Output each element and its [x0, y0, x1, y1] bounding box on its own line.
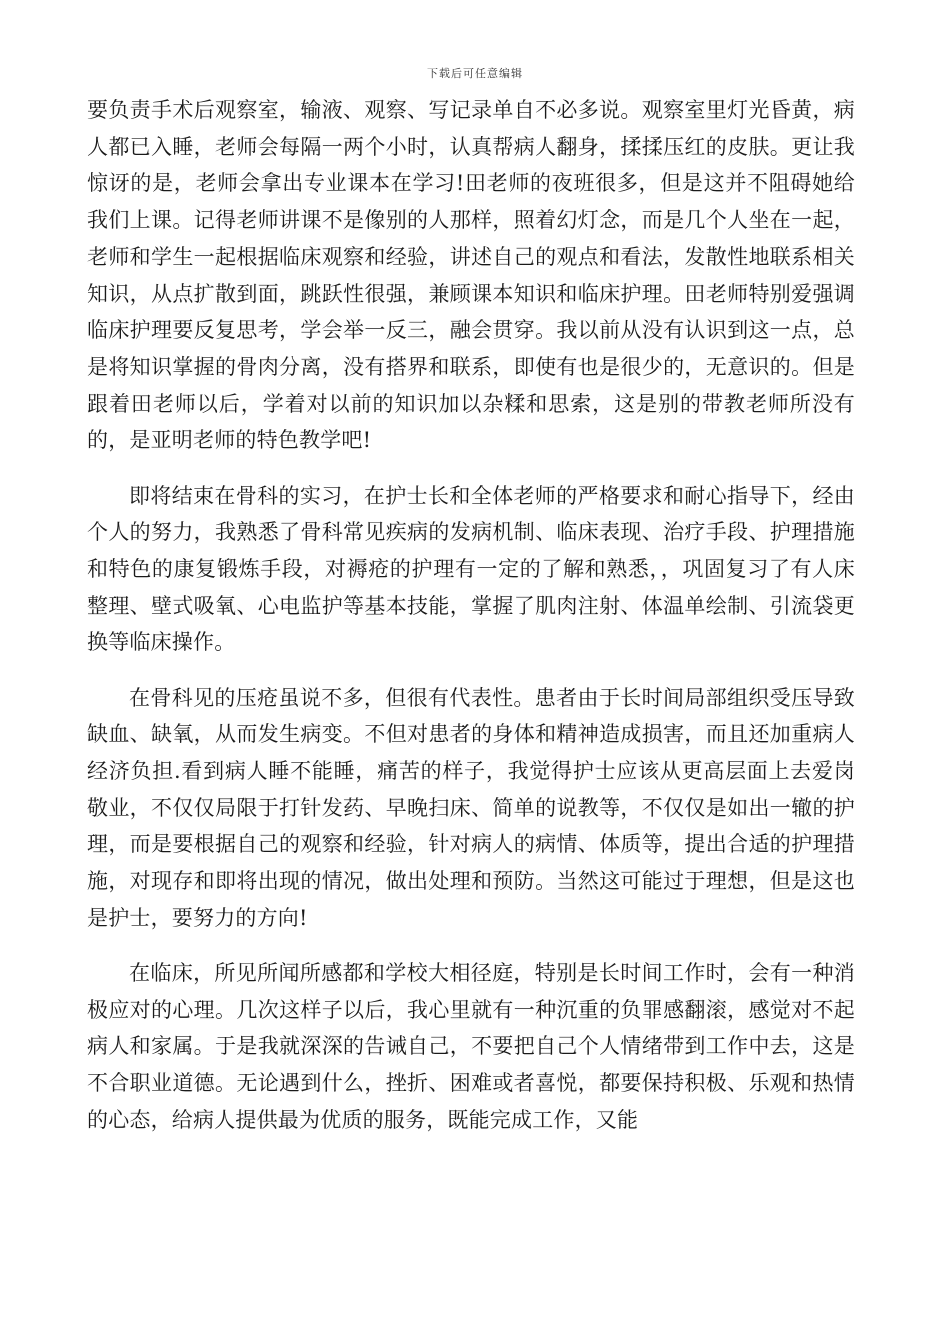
paragraph: 要负责手术后观察室，输液、观察、写记录单自不必多说。观察室里灯光昏黄，病人都已入睡，老师会每隔一两个小时，认真帮病人翻身，揉揉压红的皮肤。更让我惊讶的是，老师会拿出专业课本在学习!田老师的夜班很多，但是这并不阻碍她给我们上课。记得老师讲课不是像别的人那样，照着幻灯念，而是几个人坐在一起，老师和学生一起根据临床观察和经验，讲述自己的观点和看法，发散性地联系相关知识，从点扩散到面，跳跃性很强，兼顾课本知识和临床护理。田老师特别爱强调临床护理要反复思考，学会举一反三，融会贯穿。我以前从没有认识到这一点，总是将知识掌握的骨肉分离，没有搭界和联系，即使有也是很少的，无意识的。但是跟着田老师以后，学着对以前的知识加以杂糅和思索，这是别的带教老师所没有的，是亚明老师的特色教学吧!: [87, 98, 855, 453]
paragraph: 在临床，所见所闻所感都和学校大相径庭，特别是长时间工作时，会有一种消极应对的心理。几次这样子以后，我心里就有一种沉重的负罪感翻滚，感觉对不起病人和家属。于是我就深深的告诫自己，不要把自己个人情绪带到工作中去，这是不合职业道德。无论遇到什么，挫折、困难或者喜悦，都要保持积极、乐观和热情的心态，给病人提供最为优质的服务，既能完成工作，又能: [87, 960, 855, 1132]
document-body: [87, 92, 855, 1138]
paragraph: 即将结束在骨科的实习，在护士长和全体老师的严格要求和耐心指导下，经由个人的努力，我熟悉了骨科常见疾病的发病机制、临床表现、治疗手段、护理措施和特色的康复锻炼手段，对褥疮的护理有一定的了解和熟悉，，巩固复习了有人床整理、壁式吸氧、心电监护等基本技能，掌握了肌肉注射、体温单绘制、引流袋更换等临床操作。: [87, 483, 855, 655]
paragraph: 在骨科见的压疮虽说不多，但很有代表性。患者由于长时间局部组织受压导致缺血、缺氧，从而发生病变。不但对患者的身体和精神造成损害，而且还加重病人经济负担.看到病人睡不能睡，痛苦的样子，我觉得护士应该从更高层面上去爱岗敬业，不仅仅局限于打针发药、早晚扫床、简单的说教等，不仅仅是如出一辙的护理，而是要根据自己的观察和经验，针对病人的病情、体质等，提出合适的护理措施，对现存和即将出现的情况，做出处理和预防。当然这可能过于理想，但是这也是护士，要努力的方向!: [87, 685, 855, 930]
page-header: 下载后可任意编辑: [427, 67, 523, 80]
